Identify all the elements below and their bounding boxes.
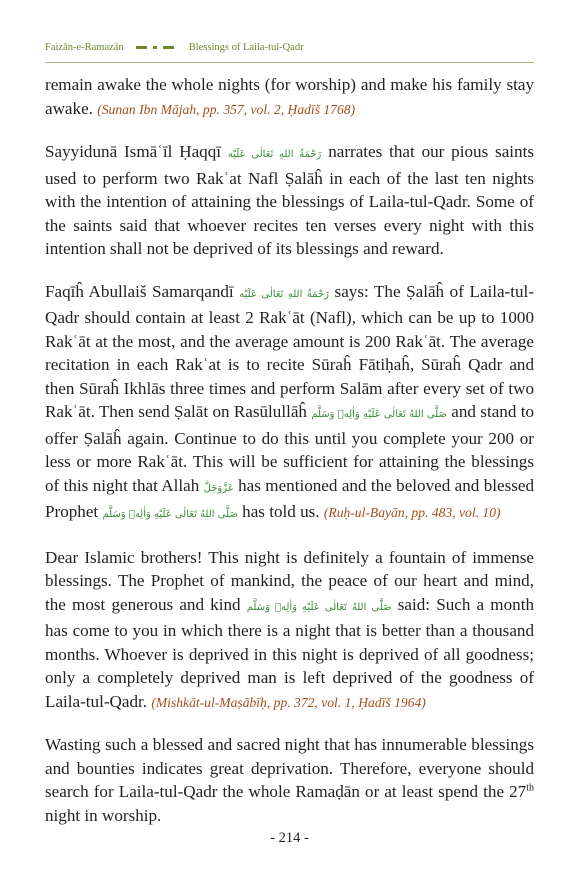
paragraph-text: narrates that our pious saints used to perform two Rakʿat Nafl Ṣalāĥ in each of the last ten nights with the intention of attaining the blessings of Laila-tul-Qadr. Some of the saints said that whoever recites ten verses every night with this intention shall not be deprived of its blessings and reward. (45, 142, 534, 258)
paragraph-1 (45, 73, 534, 121)
ordinal-suffix: th (526, 782, 534, 794)
honorific-azza-wa-jal: عَزَّوَجَلَّ (203, 482, 234, 494)
paragraph-text: has told us. (242, 502, 320, 521)
page-number: - 214 - (270, 830, 309, 846)
honorific-salat: صَلَّى اللهُ تَعَالٰى عَلَيْهِ وَاٰلِهٖ وَسَلَّم (311, 409, 447, 420)
paragraph-4 (45, 546, 534, 715)
honorific-rahmah: رَحْمَةُ اللهِ تَعَالٰى عَلَيْه (227, 149, 322, 160)
paragraph-3 (45, 280, 534, 527)
chapter-title: Blessings of Laila-tul-Qadr (188, 41, 304, 53)
honorific-salat: صَلَّى اللهُ تَعَالٰى عَلَيْهِ وَاٰلِهٖ وَسَلَّم (246, 601, 392, 613)
paragraph-text: Faqīĥ Abullaiš Samarqandī (45, 281, 234, 301)
citation: (Ruḥ-ul-Bayān, pp. 483, vol. 10) (323, 505, 501, 520)
paragraph-text: night in worship. (45, 805, 162, 825)
paragraph-text: remain awake the whole nights (for worship) and make his family stay awake. (45, 75, 534, 118)
honorific-rahmah: رَحْمَةُ اللهِ تَعَالٰى عَلَيْه (239, 288, 329, 300)
honorific-salat: صَلَّى اللهُ تَعَالٰى عَلَيْهِ وَاٰلِهٖ وَسَلَّم (102, 509, 238, 520)
paragraph-text: said: Such a month has come to you in which there is a night that is better than a thousand months. Whoever is deprived in this night is deprived of all goodness; only a completely deprived man is left deprived of the goodness of Laila-tul-Qadr. (45, 594, 534, 711)
paragraph-text: has mentioned and the beloved and blessed Prophet (45, 475, 535, 521)
citation: (Mishkāt-ul-Maṣābīḥ, pp. 372, vol. 1, Ḥadīš 1964) (151, 694, 426, 710)
paragraph-text: says: The Ṣalāĥ of Laila-tul-Qadr should contain at least 2 Rakʿāt (Nafl), which can be up to 1000 Rakʿāt at the most, and the average amount is 200 Rakʿāt. The average recitation in each Rakʿat is to recite Sūraĥ Fātiḥaĥ, Sūraĥ Qadr and then Sūraĥ Ikhlās three times and perform Salām after every set of two Rakʿāt. Then send Ṣalāt on Rasūlullāĥ (45, 281, 534, 421)
paragraph-text: and stand to offer Ṣalāĥ again. Continue to do this until you complete your 200 or less or more Rakʿāt. This will be sufficient for attaining the blessings of this night that Allah (45, 402, 534, 495)
paragraph-text: Sayyidunā Ismāʿīl Ḥaqqī (45, 142, 222, 161)
paragraph-text: Dear Islamic brothers! This night is definitely a fountain of immense blessings. The Prophet of mankind, the peace of our heart and mind, the most generous and kind (45, 547, 534, 614)
header-rule (45, 62, 534, 63)
citation: (Sunan Ibn Mājah, pp. 357, vol. 2, Ḥadīš 1768) (97, 101, 356, 117)
book-title: Faizān-e-Ramazān (45, 41, 124, 53)
running-header (45, 40, 535, 54)
page-body (45, 73, 534, 846)
paragraph-5 (45, 733, 534, 827)
header-separator (136, 46, 180, 49)
paragraph-text: Wasting such a blessed and sacred night that has innumerable blessings and bounties indicates great deprivation. Therefore, everyone should search for Laila-tul-Qadr the whole Ramaḍān or at least spend the 27 (45, 735, 534, 801)
paragraph-2 (45, 140, 534, 261)
